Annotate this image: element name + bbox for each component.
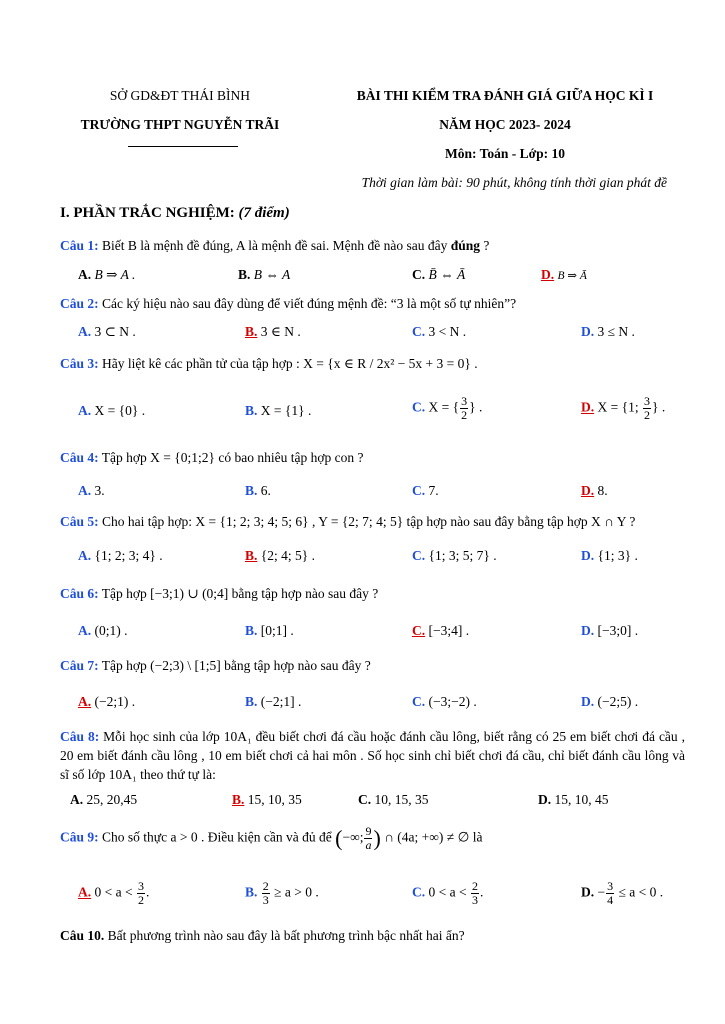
option-value: 0 < a < [428,884,470,900]
question-1 [60,238,489,254]
q4-option-a[interactable] [78,483,105,499]
option-letter: C. [412,548,426,563]
section-points: (7 điểm) [238,205,290,221]
option-value: − [597,884,606,900]
option-value-end: ≤ a < 0 . [615,884,664,900]
option-value: {1; 3} . [597,548,638,563]
fraction [364,825,372,852]
option-value: 3 < N . [428,324,467,339]
option-value: [−3;4] . [428,623,470,638]
q4-option-c[interactable] [412,483,439,499]
q2-option-d[interactable] [581,324,635,340]
fraction-denominator: 4 [607,893,614,907]
option-value: X = { [428,399,460,415]
fraction-denominator: 2 [643,408,650,422]
option-letter: A. [78,623,92,638]
q1-option-c[interactable] [412,267,465,283]
question-label: Câu 5: [60,514,99,529]
question-text-end: ∩ (4a; +∞) ≠ ∅ là [380,829,483,845]
department-name: SỞ GD&ĐT THÁI BÌNH [109,88,251,103]
interval-start: −∞; [342,829,364,845]
option-value: X = {1} . [260,403,312,418]
fraction-denominator: a [365,838,372,852]
option-value: 3 ≤ N . [597,324,635,339]
option-value: B̄ ⇔ Ā [428,267,466,282]
option-letter: A. [78,324,92,339]
fraction-denominator: 3 [262,893,269,907]
time-note: Thời gian làm bài: 90 phút, không tính thời gian phát đề [361,175,667,190]
option-value: X = {0} . [94,403,146,418]
q1-option-a[interactable] [78,267,135,283]
option-letter: C. [412,267,426,282]
school-name: TRƯỜNG THPT NGUYỄN TRÃI [80,117,280,132]
interval-paren-open: ( [335,825,343,851]
q9-option-d[interactable] [581,880,663,907]
subject-grade: Môn: Toán - Lớp: 10 [444,146,565,161]
question-emphasis: đúng [450,238,480,253]
q6-option-b[interactable] [245,623,294,639]
option-letter-correct: B. [232,792,245,807]
fraction-numerator: 3 [137,879,144,893]
question-label: Câu 4: [60,450,99,465]
option-letter: D. [538,792,552,807]
header-divider [128,146,238,147]
option-letter: A. [78,403,92,418]
option-value-end: } . [469,399,483,415]
option-letter: A. [78,483,92,498]
option-value: 7. [428,483,439,498]
option-value: B ⇒ Ā [557,270,587,282]
option-value: 8. [597,483,608,498]
question-label: Câu 10. [60,928,105,943]
q9-option-a[interactable] [78,880,149,907]
question-label: Câu 6: [60,586,99,601]
option-letter: C. [412,884,426,900]
q7-option-b[interactable] [245,694,301,710]
option-letter-correct: D. [541,267,555,282]
option-letter: D. [581,884,595,900]
question-text-end: ? [479,238,490,253]
option-letter: C. [412,483,426,498]
option-value: 3. [94,483,105,498]
option-letter: B. [245,403,258,418]
option-value: (−2;5) . [597,694,639,709]
option-value: [−3;0] . [597,623,639,638]
fraction-denominator: 3 [471,893,478,907]
q1-option-b[interactable] [238,267,290,283]
q9-option-c[interactable] [412,880,483,907]
option-value: (−3;−2) . [428,694,477,709]
fraction [262,880,270,907]
question-6 [60,586,378,602]
option-value: 15, 10, 35 [244,792,302,807]
option-letter: B. [245,694,258,709]
question-label: Câu 2: [60,296,99,311]
question-text: Tập hợp [−3;1) ∪ (0;4] bằng tập hợp nào sau đây ? [98,586,379,601]
option-letter-correct: B. [245,548,258,563]
q7-option-c[interactable] [412,694,477,710]
q3-option-d[interactable] [581,395,665,422]
fraction [460,395,468,422]
q5-option-c[interactable] [412,548,497,564]
option-letter: D. [581,548,595,563]
option-value: 3 ∈ N . [260,324,301,339]
option-value: 15, 10, 45 [551,792,609,807]
question-10 [60,928,465,944]
section-title [60,205,290,222]
option-letter-correct: D. [581,399,595,415]
q3-option-b[interactable] [245,403,311,419]
option-letter: B. [245,483,258,498]
fraction [471,880,479,907]
option-letter: B. [245,623,258,638]
option-letter: C. [412,399,426,415]
q2-option-c[interactable] [412,324,466,340]
question-3 [60,356,478,372]
question-text: Cho số thực a > 0 . Điều kiện cần và đủ để [98,829,336,845]
option-value: B ⇒ A . [94,267,136,282]
q4-option-d[interactable] [581,483,608,499]
q8-option-c[interactable] [358,792,429,808]
q8-option-b[interactable] [232,792,302,808]
option-letter: A. [78,267,92,282]
question-text: Tập hợp (−2;3) \ [1;5] bằng tập hợp nào sau đây ? [98,658,371,673]
option-value: (0;1) . [94,623,128,638]
option-letter: C. [412,694,426,709]
fraction [643,395,651,422]
q5-option-a[interactable] [78,548,163,564]
fraction [137,880,145,907]
q2-option-b[interactable] [245,324,301,340]
fraction-numerator: 3 [461,394,468,408]
option-letter: A. [70,792,84,807]
q7-option-d[interactable] [581,694,638,710]
option-letter: B. [245,884,258,900]
q8-option-d[interactable] [538,792,609,808]
question-8 [60,727,685,784]
question-text: Tập hợp X = {0;1;2} có bao nhiêu tập hợp con ? [98,450,364,465]
fraction-numerator: 9 [365,824,372,838]
question-9 [60,825,482,852]
option-value: (−2;1] . [260,694,302,709]
school-year: NĂM HỌC 2023- 2024 [439,117,571,132]
q1-option-d[interactable] [541,267,587,283]
question-text: Cho hai tập hợp: X = {1; 2; 3; 4; 5; 6} , Y = {2; 7; 4; 5} tập hợp nào sau đây bằng tập hợp X ∩ Y ? [98,514,636,529]
option-value: X = {1; [597,399,642,415]
option-value-end: . [145,884,150,900]
option-letter-correct: D. [581,483,595,498]
fraction-numerator: 2 [262,879,269,893]
question-label: Câu 7: [60,658,99,673]
fraction-denominator: 2 [461,408,468,422]
option-letter: A. [78,548,92,563]
exam-title: BÀI THI KIỂM TRA ĐÁNH GIÁ GIỮA HỌC KÌ I [356,88,654,103]
option-value: (−2;1) . [94,694,136,709]
q6-option-d[interactable] [581,623,638,639]
q5-option-d[interactable] [581,548,638,564]
option-value: {1; 3; 5; 7} . [428,548,497,563]
fraction-numerator: 3 [643,394,650,408]
option-value-end: ≥ a > 0 . [270,884,319,900]
question-7 [60,658,371,674]
q4-option-b[interactable] [245,483,271,499]
q3-option-a[interactable] [78,403,145,419]
fraction-numerator: 2 [471,879,478,893]
question-text: Hãy liệt kê các phần tử của tập hợp : X = {x ∈ R / 2x² − 5x + 3 = 0} . [98,356,478,371]
fraction-denominator: 2 [137,893,144,907]
q7-option-a[interactable] [78,694,135,710]
option-value: {1; 2; 3; 4} . [94,548,163,563]
section-heading: I. PHẦN TRẮC NGHIỆM: [60,205,235,221]
fraction [606,880,614,907]
question-label: Câu 1: [60,238,99,253]
question-label: Câu 3: [60,356,99,371]
question-text: Các ký hiệu nào sau đây dùng để viết đúng mệnh đề: “3 là một số tự nhiên”? [98,296,517,311]
question-text: Biết B là mệnh đề đúng, A là mệnh đề sai. Mệnh đề nào sau đây [98,238,451,253]
question-5 [60,514,635,530]
q2-option-a[interactable] [78,324,136,340]
fraction-numerator: 3 [607,879,614,893]
q6-option-c[interactable] [412,623,469,639]
option-value: [0;1] . [260,623,294,638]
option-letter: B. [238,267,251,282]
q8-option-a[interactable] [70,792,137,808]
option-value-end: . [479,884,484,900]
question-label: Câu 8: [60,729,100,744]
option-letter: C. [358,792,372,807]
question-2 [60,296,516,312]
option-letter-correct: C. [412,623,426,638]
option-letter: D. [581,623,595,638]
question-text: Mỗi học sinh của lớp 10A₁ đều biết chơi đá cầu hoặc đánh cầu lông, biết rằng có 25 em biết chơi đá cầu , 20 em biết đánh cầu lông , 10 em biết chơi cả hai môn . Số học sinh chỉ biết chơi đá cầu, chỉ biết đánh cầu lông và sĩ số lớp 10A₁ theo thứ tự là: [60,729,685,782]
option-value: 10, 15, 35 [371,792,429,807]
option-letter-correct: A. [78,694,92,709]
q9-option-b[interactable] [245,880,319,907]
option-value-end: } . [651,399,666,415]
q3-option-c[interactable] [412,395,482,422]
question-text: Bất phương trình nào sau đây là bất phương trình bậc nhất hai ẩn? [104,928,465,943]
option-letter: D. [581,694,595,709]
option-letter-correct: A. [78,884,92,900]
option-value: {2; 4; 5} . [260,548,315,563]
option-letter: D. [581,324,595,339]
q6-option-a[interactable] [78,623,128,639]
q5-option-b[interactable] [245,548,315,564]
question-4 [60,450,363,466]
option-value: 6. [260,483,271,498]
option-letter-correct: B. [245,324,258,339]
question-label: Câu 9: [60,829,99,845]
option-value: 0 < a < [94,884,136,900]
option-value: 3 ⊂ N . [94,324,136,339]
interval-paren-close: ) [373,825,381,851]
option-value: 25, 20,45 [83,792,138,807]
option-value: B ⇔ A [253,267,291,282]
option-letter: C. [412,324,426,339]
